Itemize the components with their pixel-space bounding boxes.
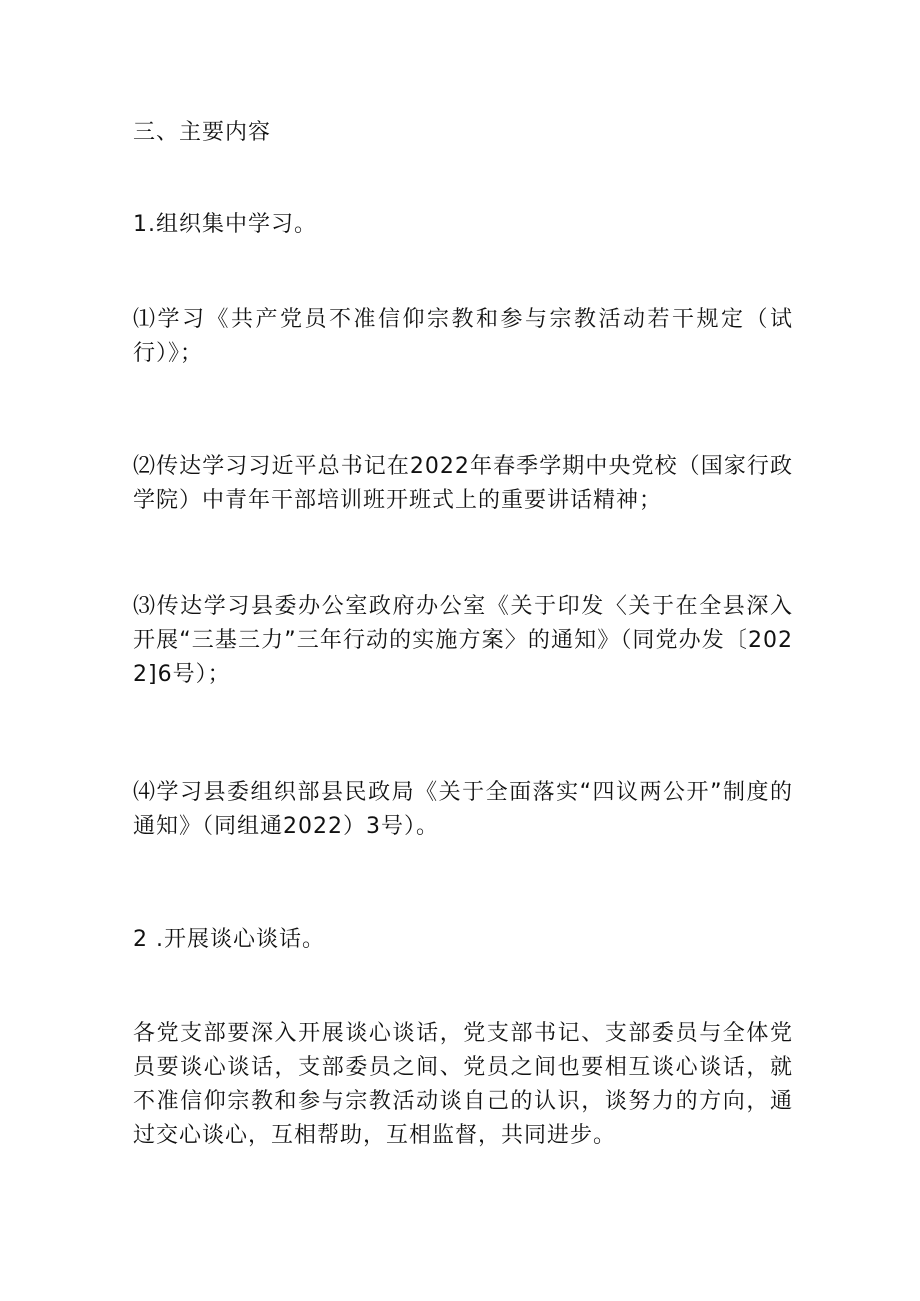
item2-body: 各党支部要深入开展谈心谈话，党支部书记、支部委员与全体党员要谈心谈话，支部委员之间、党员之间也要相互谈心谈话，就不准信仰宗教和参与宗教活动谈自己的认识，谈努力的方向，通过交心谈心，互相帮助，互相监督，共同进步。 xyxy=(133,1021,793,1148)
item1-heading: 1.组织集中学习。 xyxy=(133,212,317,237)
item1-sub4: ⑷学习县委组织部县民政局《关于全面落实“四议两公开”制度的通知》（同组通2022）3号）。 xyxy=(133,780,793,839)
section-heading: 三、主要内容 xyxy=(133,120,272,145)
item1-sub1: ⑴学习《共产党员不准信仰宗教和参与宗教活动若干规定（试行）》； xyxy=(133,307,793,366)
item1-sub3: ⑶传达学习县委办公室政府办公室《关于印发〈关于在全县深入开展“三基三力”三年行动的实施方案〉的通知》（同党办发〔2022]6号）； xyxy=(133,594,793,687)
item1-sub2: ⑵传达学习习近平总书记在2022年春季学期中央党校（国家行政学院）中青年干部培训班开班式上的重要讲话精神； xyxy=(133,454,793,513)
item2-heading: 2 .开展谈心谈话。 xyxy=(133,927,325,952)
